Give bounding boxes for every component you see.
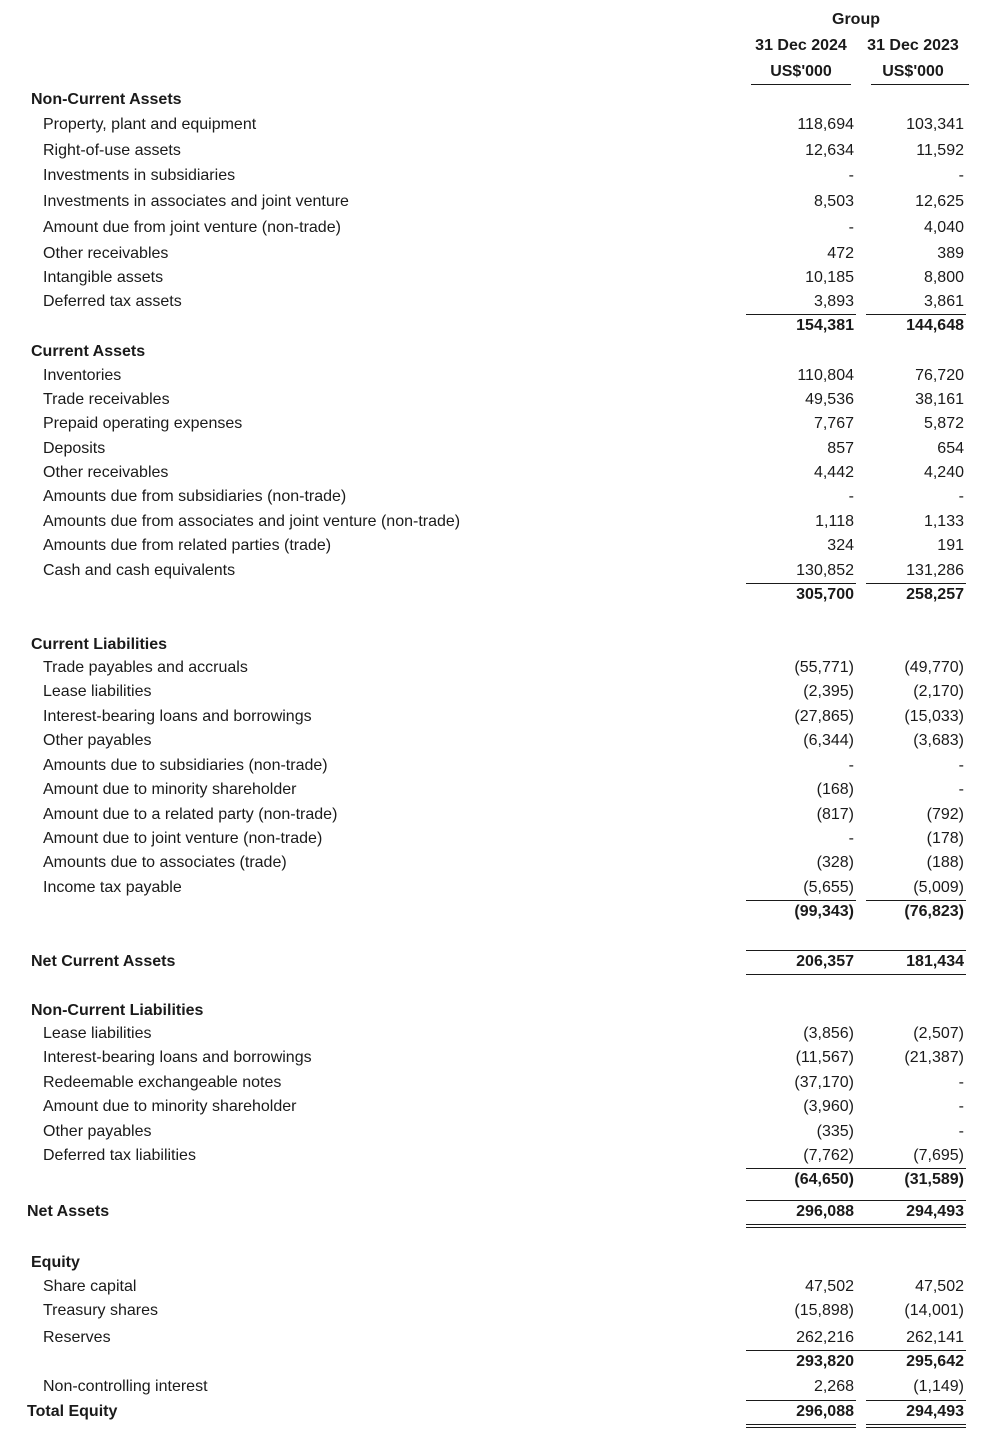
subtotal-rule xyxy=(746,583,856,584)
section-label: Total Equity xyxy=(27,1403,118,1420)
line-item xyxy=(0,1375,1000,1399)
double-underline xyxy=(746,1427,856,1428)
line-item-label: Amount due to a related party (non-trade) xyxy=(43,806,338,823)
value-2023: 295,642 xyxy=(906,1353,964,1370)
line-item xyxy=(0,364,1000,388)
value-2023: (2,170) xyxy=(913,683,964,700)
line-item xyxy=(0,1326,1000,1350)
value-2023: 11,592 xyxy=(916,142,964,159)
value-2023: 258,257 xyxy=(906,586,964,603)
line-item xyxy=(0,510,1000,534)
value-2023: (3,683) xyxy=(913,732,964,749)
subtotal-rule xyxy=(866,900,966,901)
line-item-label: Investments in subsidiaries xyxy=(43,167,236,184)
value-2023: (178) xyxy=(926,830,964,847)
section-label: Current Liabilities xyxy=(31,636,168,653)
column-date-2024: 31 Dec 2024 xyxy=(755,37,847,54)
subtotal-rule xyxy=(746,950,966,951)
section-heading xyxy=(0,340,1000,364)
value-2023: (7,695) xyxy=(913,1147,964,1164)
section-heading xyxy=(0,1251,1000,1275)
total-row xyxy=(0,950,1000,974)
value-2023: 131,286 xyxy=(906,562,964,579)
line-item xyxy=(0,461,1000,485)
value-2023: 12,625 xyxy=(915,193,964,210)
line-item-label: Property, plant and equipment xyxy=(43,116,257,133)
section-label: Non-Current Assets xyxy=(31,91,182,108)
value-2023: 191 xyxy=(937,537,964,554)
double-underline xyxy=(746,1224,966,1225)
value-2024: 3,893 xyxy=(813,293,854,310)
value-2023: 144,648 xyxy=(906,317,964,334)
line-item-label: Deposits xyxy=(43,440,106,457)
subtotal-rule xyxy=(746,314,856,315)
line-item xyxy=(0,559,1000,583)
value-2024: 305,700 xyxy=(796,586,854,603)
line-item-label: Non-controlling interest xyxy=(43,1378,208,1395)
line-item xyxy=(0,680,1000,704)
section-label: Current Assets xyxy=(31,343,146,360)
value-2023: - xyxy=(958,167,964,184)
value-2024: (6,344) xyxy=(803,732,854,749)
value-2024: (15,898) xyxy=(794,1302,854,1319)
value-2024: 857 xyxy=(827,440,854,457)
line-item-label: Redeemable exchangeable notes xyxy=(43,1074,282,1091)
line-item xyxy=(0,113,1000,137)
value-2024: 110,804 xyxy=(797,367,854,384)
double-underline xyxy=(866,1424,966,1425)
double-underline xyxy=(746,1424,856,1425)
total-row xyxy=(0,1400,1000,1424)
section-label: Net Assets xyxy=(27,1203,110,1220)
value-2024: - xyxy=(848,757,854,774)
line-item-label: Reserves xyxy=(43,1329,111,1346)
line-item xyxy=(0,388,1000,412)
value-2023: - xyxy=(958,1074,964,1091)
value-2023: 3,861 xyxy=(923,293,964,310)
value-2024: (64,650) xyxy=(794,1171,854,1188)
total-row xyxy=(0,900,1000,924)
value-2024: (817) xyxy=(816,806,854,823)
value-2024: (168) xyxy=(816,781,854,798)
line-item-label: Inventories xyxy=(43,367,122,384)
line-item xyxy=(0,705,1000,729)
line-item xyxy=(0,754,1000,778)
value-2023: - xyxy=(958,1123,964,1140)
line-item xyxy=(0,139,1000,163)
subtotal-rule xyxy=(746,1350,966,1351)
value-2023: (76,823) xyxy=(904,903,964,920)
value-2024: (3,960) xyxy=(803,1098,854,1115)
section-label: Net Current Assets xyxy=(31,953,176,970)
line-item xyxy=(0,1071,1000,1095)
group-header: Group xyxy=(832,11,880,28)
total-row xyxy=(0,1350,1000,1374)
line-item xyxy=(0,876,1000,900)
value-2024: - xyxy=(848,830,854,847)
value-2023: - xyxy=(958,488,964,505)
line-item xyxy=(0,216,1000,240)
line-item xyxy=(0,1275,1000,1299)
line-item-label: Amounts due to associates (trade) xyxy=(43,854,287,871)
line-item xyxy=(0,1299,1000,1323)
line-item-label: Other payables xyxy=(43,1123,152,1140)
value-2023: (49,770) xyxy=(904,659,964,676)
line-item-label: Right-of-use assets xyxy=(43,142,181,159)
subtotal-rule xyxy=(746,1200,966,1201)
double-underline xyxy=(866,1427,966,1428)
section-label: Equity xyxy=(31,1254,80,1271)
value-2023: 5,872 xyxy=(923,415,964,432)
value-2023: 4,040 xyxy=(923,219,964,236)
value-2024: (55,771) xyxy=(794,659,854,676)
value-2023: (792) xyxy=(926,806,964,823)
value-2023: 1,133 xyxy=(923,513,964,530)
line-item xyxy=(0,656,1000,680)
value-2023: (2,507) xyxy=(913,1025,964,1042)
total-row xyxy=(0,1168,1000,1192)
line-item-label: Intangible assets xyxy=(43,269,164,286)
value-2023: - xyxy=(958,1098,964,1115)
line-item xyxy=(0,190,1000,214)
line-item xyxy=(0,266,1000,290)
line-item xyxy=(0,778,1000,802)
value-2023: - xyxy=(958,757,964,774)
line-item xyxy=(0,851,1000,875)
value-2024: 262,216 xyxy=(796,1329,854,1346)
value-2023: (5,009) xyxy=(913,879,964,896)
value-2023: 262,141 xyxy=(906,1329,964,1346)
double-underline xyxy=(746,1227,966,1228)
line-item xyxy=(0,803,1000,827)
line-item xyxy=(0,242,1000,266)
line-item-label: Investments in associates and joint venture xyxy=(43,193,349,210)
total-row xyxy=(0,583,1000,607)
value-2024: 7,767 xyxy=(813,415,854,432)
section-heading xyxy=(0,633,1000,657)
section-heading xyxy=(0,999,1000,1023)
value-2024: (37,170) xyxy=(794,1074,854,1091)
value-2024: (3,856) xyxy=(803,1025,854,1042)
line-item-label: Lease liabilities xyxy=(43,1025,152,1042)
line-item-label: Deferred tax liabilities xyxy=(43,1147,196,1164)
value-2024: 47,502 xyxy=(805,1278,854,1295)
value-2024: - xyxy=(848,219,854,236)
value-2024: (99,343) xyxy=(794,903,854,920)
subtotal-rule xyxy=(866,314,966,315)
line-item-label: Trade receivables xyxy=(43,391,170,408)
value-2024: (2,395) xyxy=(803,683,854,700)
column-unit-2023: US$'000 xyxy=(882,63,944,80)
value-2023: (188) xyxy=(926,854,964,871)
value-2023: 76,720 xyxy=(915,367,964,384)
subtotal-rule xyxy=(746,1168,966,1169)
value-2024: (328) xyxy=(816,854,854,871)
line-item-label: Other receivables xyxy=(43,245,169,262)
value-2023: 294,493 xyxy=(906,1403,964,1420)
subtotal-rule xyxy=(746,1400,856,1401)
line-item-label: Lease liabilities xyxy=(43,683,152,700)
line-item xyxy=(0,437,1000,461)
line-item-label: Amount due from joint venture (non-trade) xyxy=(43,219,341,236)
value-2024: 154,381 xyxy=(796,317,854,334)
subtotal-rule xyxy=(746,900,856,901)
value-2023: 103,341 xyxy=(906,116,964,133)
line-item-label: Other receivables xyxy=(43,464,169,481)
value-2024: 296,088 xyxy=(796,1403,854,1420)
value-2023: 294,493 xyxy=(906,1203,964,1220)
line-item-label: Amount due to minority shareholder xyxy=(43,1098,297,1115)
line-item-label: Interest-bearing loans and borrowings xyxy=(43,708,312,725)
value-2024: 472 xyxy=(827,245,854,262)
value-2023: (31,589) xyxy=(904,1171,964,1188)
value-2024: 4,442 xyxy=(813,464,854,481)
value-2024: 12,634 xyxy=(805,142,854,159)
value-2023: 47,502 xyxy=(915,1278,964,1295)
value-2023: 389 xyxy=(937,245,964,262)
line-item xyxy=(0,1095,1000,1119)
subtotal-rule xyxy=(866,1400,966,1401)
value-2024: 1,118 xyxy=(815,513,854,530)
value-2023: 38,161 xyxy=(915,391,964,408)
value-2024: (11,567) xyxy=(795,1049,854,1066)
value-2023: (14,001) xyxy=(904,1302,964,1319)
value-2024: (7,762) xyxy=(803,1147,854,1164)
value-2023: - xyxy=(958,781,964,798)
value-2024: 118,694 xyxy=(797,116,854,133)
section-label: Non-Current Liabilities xyxy=(31,1002,204,1019)
subtotal-rule xyxy=(866,583,966,584)
value-2024: 130,852 xyxy=(796,562,854,579)
value-2023: 8,800 xyxy=(923,269,964,286)
line-item-label: Other payables xyxy=(43,732,152,749)
unit-underline-2023 xyxy=(871,84,969,85)
line-item-label: Amount due to joint venture (non-trade) xyxy=(43,830,323,847)
unit-underline-2024 xyxy=(751,84,851,85)
line-item-label: Amounts due to subsidiaries (non-trade) xyxy=(43,757,328,774)
line-item-label: Amounts due from subsidiaries (non-trade) xyxy=(43,488,347,505)
line-item-label: Treasury shares xyxy=(43,1302,158,1319)
line-item-label: Amounts due from related parties (trade) xyxy=(43,537,332,554)
line-item-label: Amounts due from associates and joint venture (non-trade) xyxy=(43,513,461,530)
value-2023: (21,387) xyxy=(904,1049,964,1066)
value-2024: 49,536 xyxy=(805,391,854,408)
line-item-label: Cash and cash equivalents xyxy=(43,562,236,579)
line-item-label: Deferred tax assets xyxy=(43,293,182,310)
total-row xyxy=(0,1200,1000,1224)
line-item-label: Trade payables and accruals xyxy=(43,659,248,676)
section-heading xyxy=(0,88,1000,112)
value-2024: 293,820 xyxy=(796,1353,854,1370)
line-item xyxy=(0,1046,1000,1070)
column-date-2023: 31 Dec 2023 xyxy=(867,37,959,54)
line-item xyxy=(0,729,1000,753)
line-item xyxy=(0,1120,1000,1144)
line-item-label: Prepaid operating expenses xyxy=(43,415,243,432)
value-2023: 181,434 xyxy=(906,953,964,970)
line-item xyxy=(0,412,1000,436)
value-2024: (5,655) xyxy=(803,879,854,896)
line-item-label: Amount due to minority shareholder xyxy=(43,781,297,798)
line-item xyxy=(0,1144,1000,1168)
value-2024: 206,357 xyxy=(796,953,854,970)
line-item xyxy=(0,1022,1000,1046)
line-item xyxy=(0,290,1000,314)
value-2024: - xyxy=(848,167,854,184)
value-2023: (1,149) xyxy=(913,1378,964,1395)
line-item xyxy=(0,534,1000,558)
value-2024: 8,503 xyxy=(813,193,854,210)
value-2024: (27,865) xyxy=(794,708,854,725)
value-2023: 654 xyxy=(937,440,964,457)
line-item-label: Income tax payable xyxy=(43,879,182,896)
line-item-label: Interest-bearing loans and borrowings xyxy=(43,1049,312,1066)
value-2024: 2,268 xyxy=(813,1378,854,1395)
value-2023: (15,033) xyxy=(904,708,964,725)
line-item-label: Share capital xyxy=(43,1278,137,1295)
line-item xyxy=(0,827,1000,851)
value-2024: 296,088 xyxy=(796,1203,854,1220)
line-item xyxy=(0,485,1000,509)
total-row xyxy=(0,314,1000,338)
value-2023: 4,240 xyxy=(923,464,964,481)
value-2024: 10,185 xyxy=(805,269,854,286)
value-2024: 324 xyxy=(827,537,854,554)
column-unit-2024: US$'000 xyxy=(770,63,832,80)
line-item xyxy=(0,164,1000,188)
total-underline xyxy=(746,974,966,975)
value-2024: - xyxy=(848,488,854,505)
value-2024: (335) xyxy=(816,1123,854,1140)
